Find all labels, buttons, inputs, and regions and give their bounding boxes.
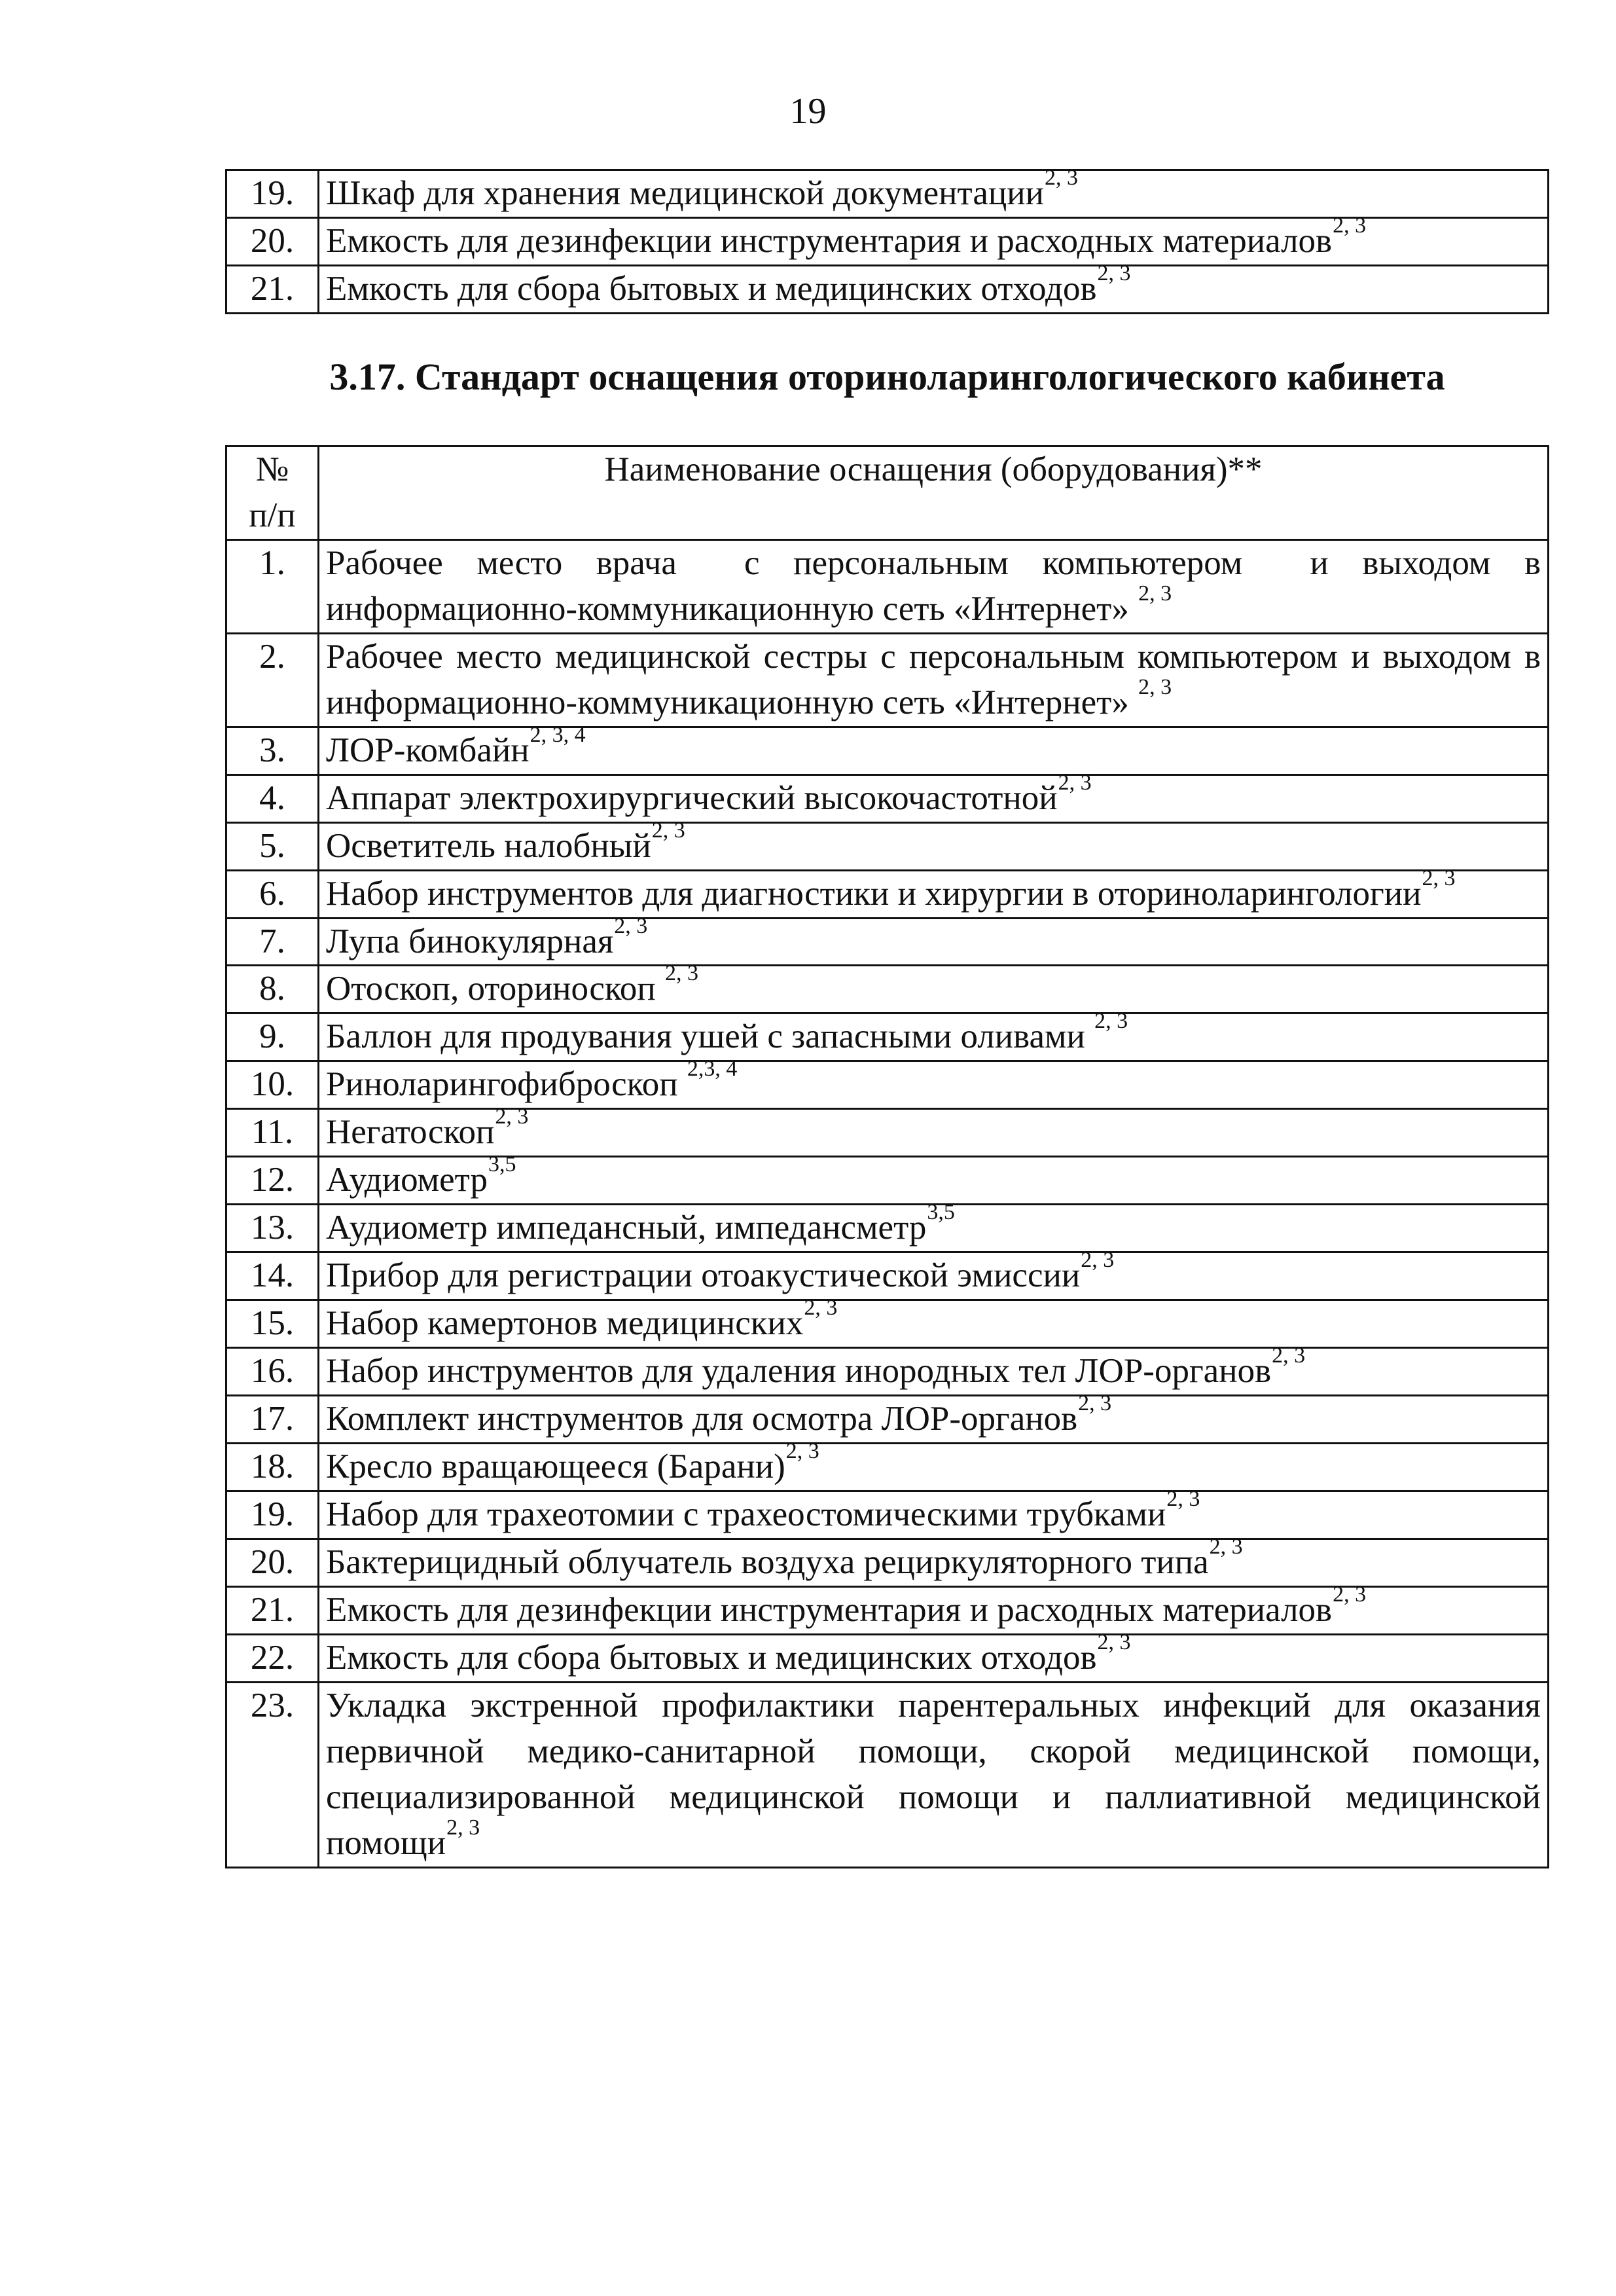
equipment-cell	[319, 1486, 1549, 1539]
row-number: 3.	[226, 727, 319, 774]
equipment-cell	[319, 539, 1549, 633]
footnote-ref: 2, 3	[614, 913, 648, 938]
footnote-ref: 2, 3	[651, 818, 685, 843]
row-number: 19.	[226, 1491, 319, 1539]
equipment-name: Емкость для сбора бытовых и медицинских отходов	[326, 269, 1097, 308]
footnote-ref: 2, 3	[1166, 1486, 1200, 1511]
equipment-name: Аудиометр	[326, 1161, 488, 1199]
footnote-ref: 2, 3	[1078, 1391, 1112, 1416]
table-row	[226, 966, 1549, 1013]
row-number: 11.	[226, 1109, 319, 1157]
row-number: 21.	[226, 1586, 319, 1634]
row-number: 9.	[226, 1013, 319, 1061]
table-row	[226, 1013, 1549, 1061]
equipment-cell	[319, 866, 1549, 918]
row-number: 18.	[226, 1444, 319, 1491]
equipment-name: Прибор для регистрации отоакустической эмиссии	[326, 1256, 1081, 1295]
column-header-number: № п/п	[226, 446, 319, 540]
table-row	[226, 170, 1549, 218]
row-number: 23.	[226, 1682, 319, 1867]
footnote-ref: 2, 3	[495, 1104, 529, 1129]
footnote-ref: 2, 3	[804, 1296, 838, 1321]
equipment-cell	[319, 261, 1549, 313]
table-row	[226, 633, 1549, 727]
equipment-cell	[319, 1630, 1549, 1682]
equipment-name: Аппарат электрохирургический высокочастотной	[326, 778, 1058, 817]
equipment-cell	[319, 1343, 1549, 1396]
footnote-ref: 2, 3	[1081, 1248, 1115, 1273]
table-row	[226, 1586, 1549, 1634]
equipment-name: Емкость для сбора бытовых и медицинских отходов	[326, 1638, 1097, 1677]
table-header-row	[226, 446, 1549, 540]
row-number: 5.	[226, 822, 319, 870]
footnote-ref: 2, 3	[1044, 166, 1078, 190]
table-row	[226, 1300, 1549, 1348]
equipment-name: Набор инструментов для диагностики и хирургии в оториноларингологии	[326, 874, 1422, 913]
footnote-ref: 2, 3	[446, 1815, 480, 1840]
table-row	[226, 1491, 1549, 1539]
table-row	[226, 822, 1549, 870]
equipment-name: Баллон для продувания ушей с запасными оливами	[326, 1017, 1094, 1056]
table-row	[226, 1109, 1549, 1157]
row-number: 10.	[226, 1061, 319, 1109]
table-row	[226, 1348, 1549, 1396]
footnote-ref: 2, 3	[1272, 1343, 1306, 1368]
equipment-cell	[319, 961, 1549, 1013]
table-row	[226, 918, 1549, 966]
row-number: 22.	[226, 1634, 319, 1682]
footnote-ref: 2, 3	[1138, 674, 1172, 699]
row-number: 8.	[226, 966, 319, 1013]
equipment-cell	[319, 166, 1549, 218]
equipment-cell	[319, 1439, 1549, 1491]
table-row	[226, 774, 1549, 822]
equipment-name: Риноларингофиброскоп	[326, 1065, 687, 1104]
footnote-ref: 2, 3	[785, 1439, 819, 1464]
footnote-ref: 2,3, 4	[687, 1057, 738, 1082]
table-row	[226, 1396, 1549, 1444]
equipment-cell	[319, 1296, 1549, 1348]
ent-equipment-table	[225, 445, 1558, 1868]
section-title: 3.17. Стандарт оснащения оториноларингологического кабинета	[329, 355, 1445, 398]
table-row	[226, 217, 1549, 265]
footnote-ref: 2, 3	[1138, 581, 1172, 606]
equipment-cell	[319, 1534, 1549, 1586]
table-row	[226, 265, 1549, 313]
footnote-ref: 2, 3, 4	[530, 722, 586, 747]
row-number: 21.	[226, 265, 319, 313]
equipment-cell	[319, 1104, 1549, 1157]
footnote-ref: 2, 3	[1094, 1009, 1128, 1034]
column-header-name: Наименование оснащения (оборудования)**	[319, 446, 1549, 540]
footnote-ref: 2, 3	[1333, 213, 1367, 238]
footnote-ref: 2, 3	[665, 961, 699, 986]
table-row	[226, 1634, 1549, 1682]
equipment-name: ЛОР-комбайн	[326, 731, 530, 769]
equipment-name: Комплект инструментов для осмотра ЛОР-органов	[326, 1400, 1078, 1438]
equipment-name: Кресло вращающееся (Барани)	[326, 1448, 785, 1486]
table-row	[226, 1444, 1549, 1491]
equipment-name: Негатоскоп	[326, 1113, 495, 1152]
row-number: 17.	[226, 1396, 319, 1444]
equipment-cell	[319, 1682, 1549, 1867]
footnote-ref: 2, 3	[1097, 1630, 1131, 1654]
page-number: 19	[789, 91, 827, 132]
row-number: 13.	[226, 1205, 319, 1252]
footnote-ref: 3,5	[927, 1200, 955, 1225]
equipment-name: Лупа бинокулярная	[326, 922, 614, 960]
equipment-cell	[319, 770, 1549, 822]
row-number: 4.	[226, 774, 319, 822]
table-row	[226, 1682, 1549, 1867]
equipment-cell	[319, 1057, 1549, 1109]
table-body	[226, 539, 1558, 1867]
equipment-name: Набор инструментов для удаления инородных тел ЛОР-органов	[326, 1352, 1272, 1391]
footnote-ref: 2, 3	[1097, 261, 1131, 285]
footnote-ref: 2, 3	[1333, 1582, 1367, 1607]
equipment-cell	[319, 1152, 1549, 1205]
equipment-cell	[319, 1200, 1549, 1252]
table-row	[226, 1252, 1549, 1300]
table-body	[226, 166, 1549, 314]
equipment-name: Бактерицидный облучатель воздуха рециркуляторного типа	[326, 1542, 1209, 1581]
equipment-cell	[319, 1009, 1549, 1061]
equipment-table-continued	[225, 166, 1549, 314]
row-number: 7.	[226, 918, 319, 966]
equipment-cell	[319, 213, 1549, 265]
equipment-name: Рабочее место врача с персональным компьютером и выходом в информационно-коммуникационную сеть «Интернет»	[326, 543, 1550, 628]
equipment-name: Емкость для дезинфекции инструментария и расходных материалов	[326, 221, 1333, 260]
equipment-cell	[319, 1391, 1549, 1444]
row-number: 20.	[226, 217, 319, 265]
equipment-name: Шкаф для хранения медицинской документации	[326, 174, 1044, 212]
table-row	[226, 870, 1549, 918]
row-number: 6.	[226, 870, 319, 918]
equipment-cell	[319, 1248, 1549, 1300]
table-row	[226, 539, 1549, 633]
row-number: 14.	[226, 1252, 319, 1300]
footnote-ref: 2, 3	[1422, 866, 1456, 890]
equipment-cell	[319, 722, 1549, 774]
row-number: 12.	[226, 1157, 319, 1205]
equipment-name: Осветитель налобный	[326, 826, 651, 865]
equipment-name: Аудиометр импедансный, импедансметр	[326, 1209, 927, 1247]
equipment-cell	[319, 818, 1549, 870]
equipment-name: Укладка экстренной профилактики парентеральных инфекций для оказания первичной медико-санитарной помощи, скорой медицинской помощи, специализированной медицинской помощи и паллиативной медицинской помощи	[326, 1686, 1550, 1862]
row-number: 20.	[226, 1539, 319, 1586]
equipment-cell	[319, 913, 1549, 966]
equipment-cell	[319, 633, 1558, 727]
equipment-name: Набор камертонов медицинских	[326, 1304, 804, 1343]
footnote-ref: 3,5	[488, 1152, 516, 1177]
equipment-name: Отоскоп, оториноскоп	[326, 970, 665, 1008]
row-number: 2.	[226, 633, 319, 727]
equipment-name: Рабочее место медицинской сестры с персональным компьютером и выходом в информационно-коммуникационную сеть «Интернет»	[326, 637, 1558, 721]
table-row	[226, 727, 1549, 774]
table-row	[226, 1157, 1549, 1205]
row-number: 16.	[226, 1348, 319, 1396]
table-row	[226, 1061, 1549, 1109]
footnote-ref: 2, 3	[1058, 770, 1092, 795]
table-row	[226, 1205, 1549, 1252]
equipment-name: Емкость для дезинфекции инструментария и расходных материалов	[326, 1590, 1333, 1629]
row-number: 1.	[226, 539, 319, 633]
table-row	[226, 1539, 1549, 1586]
row-number: 19.	[226, 170, 319, 218]
equipment-name: Набор для трахеотомии с трахеостомическими трубками	[326, 1495, 1166, 1533]
footnote-ref: 2, 3	[1209, 1534, 1243, 1559]
equipment-cell	[319, 1582, 1549, 1634]
row-number: 15.	[226, 1300, 319, 1348]
